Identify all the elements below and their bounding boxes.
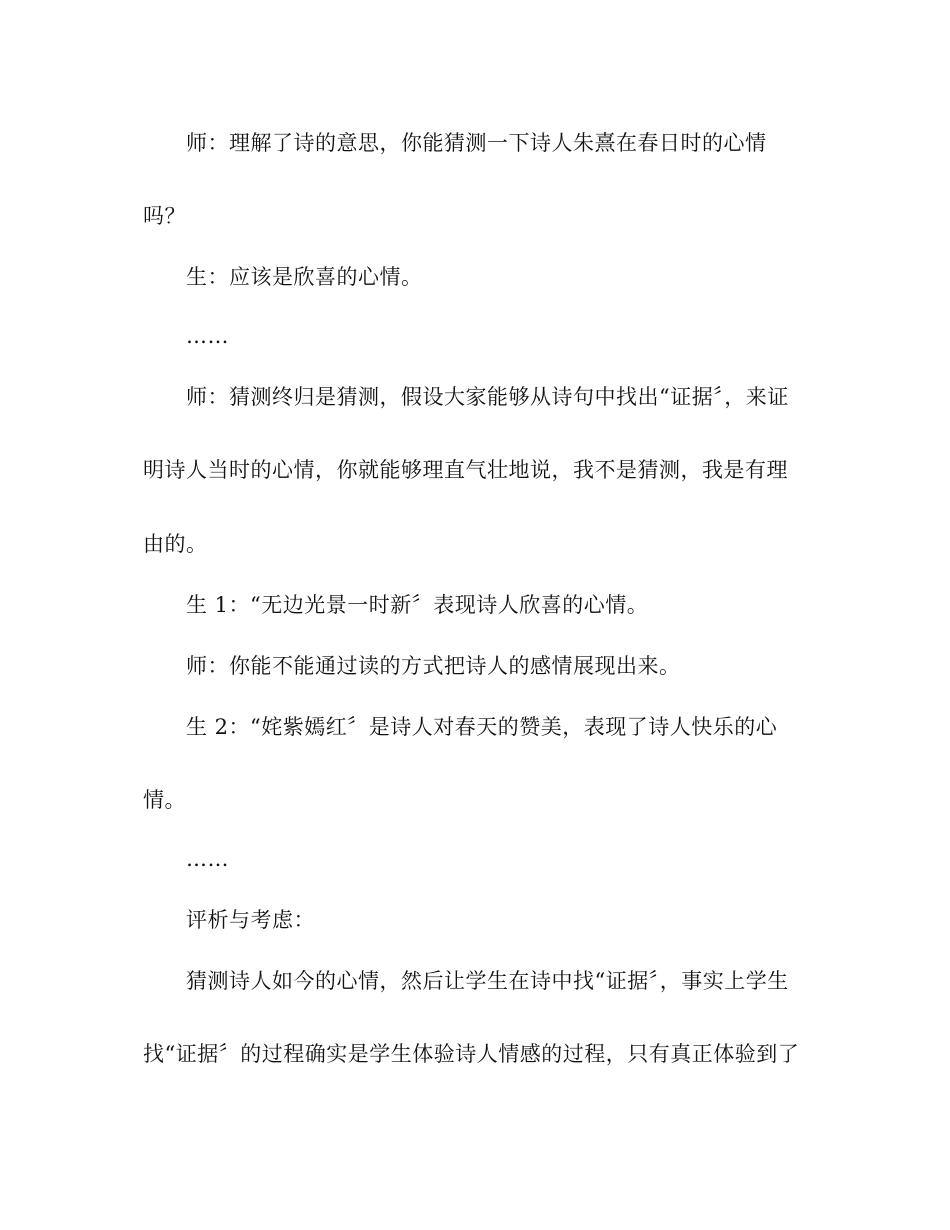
paragraph-line: 猜测诗人如今的心情，然后让学生在诗中找“证据〞，事实上学生 <box>186 969 789 993</box>
paragraph-line: 生：应该是欣喜的心情。 <box>186 265 423 289</box>
paragraph-line: 生 1：“无边光景一时新〞表现诗人欣喜的心情。 <box>186 593 649 617</box>
paragraph-line: 找“证据〞的过程确实是学生体验诗人情感的过程，只有真正体验到了 <box>143 1042 800 1066</box>
paragraph-line: 由的。 <box>143 532 208 556</box>
paragraph-line: 情。 <box>143 788 186 812</box>
paragraph-line: 吗？ <box>143 204 186 228</box>
ellipsis-line: …… <box>186 324 229 348</box>
section-heading: 评析与考虑： <box>186 908 315 932</box>
ellipsis-line: …… <box>186 847 229 871</box>
paragraph-line: 师：理解了诗的意思，你能猜测一下诗人朱熹在春日时的心情 <box>186 131 767 155</box>
paragraph-line: 生 2：“姹紫嫣红〞是诗人对春天的赞美，表现了诗人快乐的心 <box>186 715 778 739</box>
paragraph-line: 师：你能不能通过读的方式把诗人的感情展现出来。 <box>186 654 681 678</box>
paragraph-line: 明诗人当时的心情，你就能够理直气壮地说，我不是猜测，我是有理 <box>143 458 788 482</box>
paragraph-line: 师：猜测终归是猜测，假设大家能够从诗句中找出“证据〞，来证 <box>186 385 789 409</box>
